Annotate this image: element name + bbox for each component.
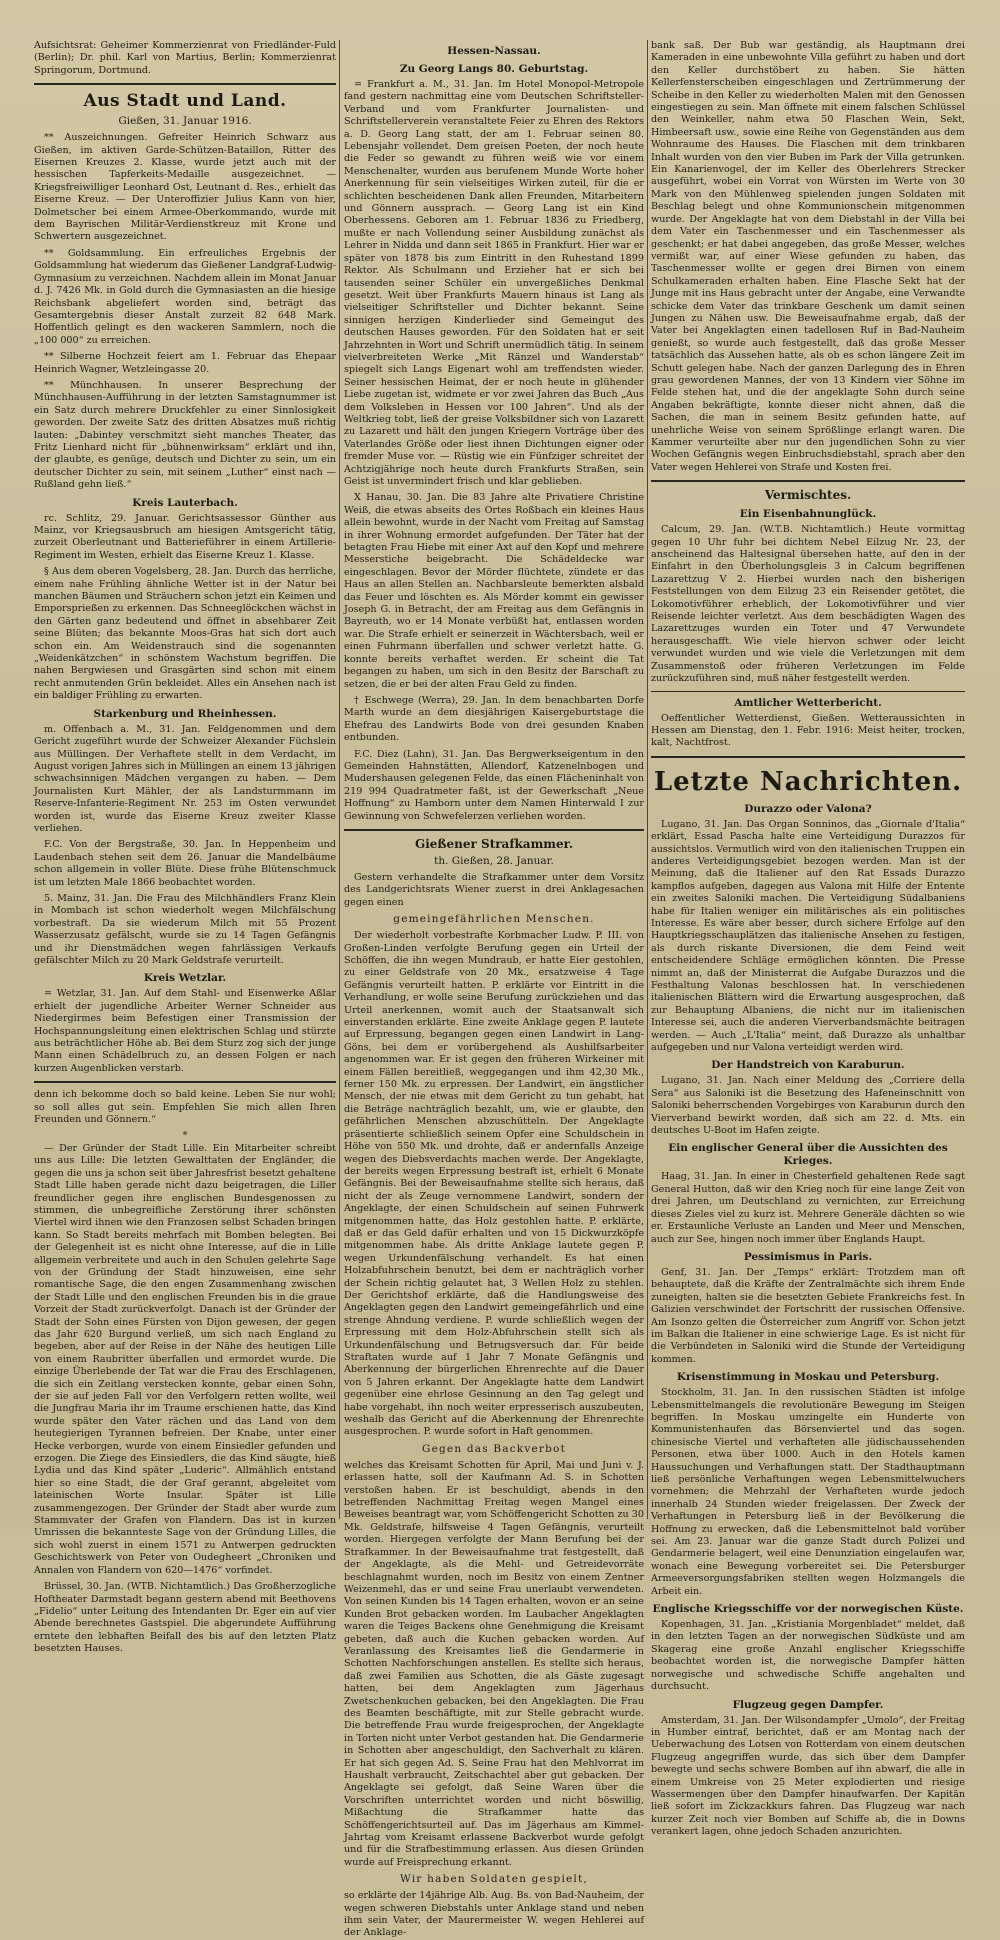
heading-kreis-lauterbach: Kreis Lauterbach. [132,496,238,509]
heading-flugzeug: Flugzeug gegen Dampfer. [732,1698,884,1711]
heading-vermischtes: Vermischtes. [764,488,852,503]
article-soldaten-cont: bank saß. Der Bub war geständig, als Hauptmann drei Kameraden in eine unbewohnte Villa geführt zu haben und dort den Keller durchstöbert zu haben. Sie hätten Kellerfensterscheiben eingeschlagen und Zertrümmerung der Scheibe in den Keller zu wiederholten Malen mit den Genossen eingestiegen zu sein. Man öffnete mit einem falschen Schlüssel den Weinkeller, nahm etwa 50 Flaschen Wein, Sekt, Himbeersaft usw., sowie eine Reihe von Gegenständen aus dem Wohnraume des Hauses. Die Flaschen mit dem trinkbaren Inhalt wurden von den vier Buben im Park der Villa getrunken. Ein Kanarienvogel, der im Keller des Oberlehrers Strecker ausgeführt, wobei ein Vorrat von Würsten im Werte von 30 Mark von den Mühlenweg spielenden jungen Soldaten mit Beschlag belegt und ohne Kommunionschein mitgenommen wurde. Der Angeklagte hat von dem Diebstahl in der Villa bei dem Vater ein Taschenmesser und ein Taschenmesser als geschenkt; er hat dabei angegeben, das große Messer, welches vermißt war, auf einer Wiese gefunden zu haben, das Taschenmesser wollte er gegen drei Birnen von einem Schulkameraden erhalten haben. Eine Flasche Sekt hat der Junge mit ins Haus gebracht unter der Angabe, eine Verwandte schicke dem Vater das trinkbare Geschenk um damit seinen Jungen zu Nähen usw. Die Beweisaufnahme ergab, daß der Vater bei Angeklagten einen tadellosen Ruf in Bad-Nauheim genießt, so wurde auch festgestellt, daß das große Messer tatsächlich das Aussehen hatte, als ob es schon längere Zeit im Schutt gelegen habe. Nach der ganzen Darlegung des in Ehren grau gewordenen Mannes, der von 13 Kindern vier Söhne im Felde stehen hat, und die der angeklagte Sohn durch seine Angaben bekräftigte, konnte dieser nicht ahnen, daß die Sachen, die man in seinem Besitz gefunden hatte, auf unehrliche Weise von seinem Sprößlinge erlangt waren. Die Kammer verurteilte aber nur den jugendlichen Sohn zu vier Wochen Gefängnis wegen Einbruchsdiebstahl, sprach aber den Vater wegen Hehlerei von Strafe und Kosten frei. [651,40,965,473]
heading-strafkammer: Gießener Strafkammer. [414,836,574,851]
heading-wetterbericht: Amtlicher Wetterbericht. [734,696,882,709]
article-lugano: Lugano, 31. Jan. Das Organ Sonninos, das „Giornale d'Italia“ erklärt, Essad Pascha halte eine Verteidigung Durazzos für aussichtslos. Vermutlich wird von den italienischen Truppen ein anderes Verteidigungsgebiet bezogen werden. Man ist der Meinung, daß die Italiener auf den Rat Essads Durazzo kampflos aufgeben, dagegen aus Valona mit Hilfe der Entente ein zweites Saloniki machen. Die Verteidigung Südalbaniens habe für Italien weniger ein militärisches als ein politisches Interesse. Es wäre aber besser, durch sichere Erfolge auf den Hauptkriegsschauplätzen das italienische Ansehen zu festigen, als durch riskante Diversionen, die dem Feind weit entscheidendere Schläge ermöglichen könnten. Die Presse nimmt an, daß der Ministerrat die Aufgabe Durazzos und die Festhaltung Valonas beschlossen hat. In verschiedenen italienischen Blättern wird die Erwartung ausgesprochen, daß zur Behauptung Albaniens, die nicht nur im italienischen Interesse sei, auch die anderen Vierverbandsmächte beitragen werden. — Auch „L'Italia“ meint, daß Durazzo als unhaltbar aufgegeben und nur Valona verteidigt werden wird. [651,818,965,1054]
divider [651,691,965,692]
heading-kriegsschiffe: Englische Kriegsschiffe vor der norwegischen Küste. [652,1603,964,1616]
subheading: gemeingefährlichen Menschen. [393,913,595,926]
section-title-stadt-und-land: Aus Stadt und Land. [83,91,287,112]
article-eschwege: † Eschwege (Werra), 29. Jan. In dem benachbarten Dorfe Marth wurde an dem diesjährigen Kaisergeburtstage die Ehefrau des Landwirts Bode von drei gesunden Knaben entbunden. [344,694,644,744]
divider [651,756,965,758]
article-korbmacher: Der wiederholt vorbestrafte Korbmacher Ludw. P. III. von Großen-Linden verfolgte Berufung gegen ein Urteil der Schöffen, die ihn wegen Mundraub, er hatte Eier gestohlen, zu einer Geldstrafe von 20 Mk., ersatzweise 4 Tage Gefängnis verurteilt hatten. P. erklärte vor Eintritt in die Verhandlung, er wolle seine Berufung zurückziehen und das Urteil anerkennen, womit auch der Staatsanwalt sich einverstanden erklärte. Eine zweite Anklage gegen P. lautete auf Erpressung, begangen gegen einen Landwirt in Lang-Göns, bei dem er vorübergehend als Aushilfsarbeiter angenommen war. Er ist gegen den früheren Wirkeiner mit einem Fällen bereitließ, weggegangen und ihm 42,30 Mk., ferner 150 Mk. zu erpressen. Der Landwirt, ein ängstlicher Mensch, der nie etwas mit dem Gericht zu tun gehabt, hat die Beträge nachträglich bezahlt, um, wie er glaubte, den gefährlichen Menschen abzuschütteln. Der Angeklagte präsentierte schließlich seinem Opfer eine Schuldschein in Höhe von 550 Mk. und drohte, daß er andernfalls Anzeige wegen des Diebsverdachts machen werde. Der Angeklagte, der bereits wegen Erpressung bestraft ist, erhielt 6 Monate Gefängnis. Bei der Beweisaufnahme stellte sich heraus, daß nicht der als Zeuge vernommene Landwirt, sondern der Angeklagte, der einen Schuldschein auf seinen Fuhrwerk mitgenommen hatte, das Holz gestohlen hatte. P. erklärte, daß er das Geld dafür erhalten und von 15 Dickwurzköpfe mitgenommen habe. Als dritte Anklage lautete gegen P. wegen Urkundenfälschung verhandelt. Es hat einen Holzabfuhrschein benutzt, bei dem er nachträglich vorher der Schein richtig gelautet hat, 3 Wellen Holz zu stehlen. Der Gerichtshof erklärte, daß die Handlungsweise des Angeklagten gegen den Landwirt gemeingefährlich und eine strenge Ahndung verdiene. P. wurde schließlich wegen der Erpressung mit dem Holz-Abfuhrschein stellt sich als Urkundenfälschung und Betrugsversuch dar. Für beide Straftaten wurde auf 1 Jahr 7 Monate Gefängnis und Aberkennung der bürgerlichen Ehrenrechte auf die Dauer von 5 Jahren erkannt. Der Angeklagte hatte dem Landwirt gegenüber eine ehrlose Gesinnung an den Tag gelegt und habe vorgehabt, ihn noch weiter erpresserisch auszubeuten, weshalb das Gericht auf die Aberkennung der Ehrenrechte ausgesprochen. P. wurde sofort in Haft genommen. [344,930,644,1438]
heading-georg-lang: Zu Georg Langs 80. Geburtstag. [399,63,589,75]
column-1 [34,40,336,1655]
board-members: Aufsichtsrat: Geheimer Kommerzienrat von Friedländer-Fuld (Berlin); Dr. phil. Karl von Martius, Berlin; Kommerzienrat Springorum, Dortmund. [34,40,336,76]
feuilleton-end: denn ich bekomme doch so bald keine. Leben Sie nur wohl; so soll alles gut sein. Empfehlen Sie mich allen Ihren Freunden und Gönnern.“ [34,1089,336,1126]
article-amsterdam: Amsterdam, 31. Jan. Der Wilsondampfer „Umolo“, der Freitag in Humber eintraf, berichtet, daß er am Montag nach der Ueberwachung des Lotsen von Rotterdam von einem deutschen Flugzeug angegriffen wurde, das sich über dem Dampfer bewegte und sechs schwere Bomben auf ihn abwarf, die alle in einem Umkreise von 25 Meter explodierten und riesige Wassermengen über den Dampfer hinaufwarfen. Der Kapitän ließ sofort im Zickzackkurs fahren. Das Flugzeug war nach kurzer Zeit noch vier Bomben auf Schiffe ab, die in Downs verankert lagen, ohne jedoch Schaden anzurichten. [651,1714,965,1838]
article-lille: — Der Gründer der Stadt Lille. Ein Mitarbeiter schreibt uns aus Lille: Die letzten Gewalttaten der Engländer, die gegen die uns ja schon seit über Jahresfrist besetzt gehaltene Stadt Lille haben gerade nicht dazu beigetragen, die Liller freundlicher gegen ihre englischen Bundesgenossen zu stimmen, die unbegreifliche Zerstörung ihrer schönsten Viertel wird ihnen wie den Franzosen selbst Schaden bringen kann. So Stadt bereits mehrfach mit Bomben belegten. Bei der Gelegenheit ist es nicht ohne Interesse, auf die in Lille allgemein verbreitete und auch in den Schulen gelehrte Sage von der Gründung der Stadt hinzuweisen, eine sehr romantische Sage, die den engen Zusammenhang zwischen der Stadt Lille und den englischen Freunden bis in die graue Vorzeit der Stadt zurückverfolgt. Danach ist der Gründer der Stadt der Sohn eines Fürsten von Dijon gewesen, der gegen das Jahr 620 Burgund verließ, um sich nach England zu begeben, aber auf der Reise in der Nähe des heutigen Lille von einem Raubritter überfallen und ermordet wurde. Die einzige Überlebende der Tat war die Frau des Erschlagenen, die sich ein Zeitlang verstecken konnte, gebar einen Sohn, der sie auf jeden Fall vor den Verfolgern retten wollte, weil die Jungfrau Maria ihr im Traume erschienen hatte, das Kind wurde später den Vater rächen und das Land von dem heutegierigen Tyrannen befreien. Der Knabe, unter einer Hecke verborgen, wurde von einem Einsiedler gefunden und erzogen. Die Ziege des Einsiedlers, die das Kind säugte, hieß Lydia und das Kind später „Luderic“. Allmählich entstand hier so eine Stadt, die der Graf gerannt, abgeleitet vom lateinischen Worte Insular. Später ist Lille zusammengezogen. Der Gründer der Stadt aber wurde zum Stammvater der Grafen von Flandern. Das ist in kurzen Umrissen die bekannteste Sage von der Gründung Lilles, die sich wohl zuerst in einem 1571 zu Antwerpen gedruckten Geschichtswerk von Peter von Oudegheert „Chroniken und Annalen von Flandern von 620—1476“ vorfindet. [34,1142,336,1576]
article-auszeichnungen: ** Auszeichnungen. Gefreiter Heinrich Schwarz aus Gießen, im aktiven Garde-Schützen-Bataillon, Ritter des Eisernen Kreuzes 2. Klasse, wurde jetzt auch mit der hessischen Tapferkeits-Medaille ausgezeichnet. — Kriegsfreiwilliger Leonhard Ost, Leutnant d. Res., erhielt das Eiserne Kreuz. — Der Unteroffizier Julius Kann von hier, Dolmetscher bei einem Armee-Oberkommando, wurde mit dem Bayrischen Militär-Verdienstkreuz mit Krone und Schwertern ausgezeichnet. [34,132,336,243]
heading-durazzo: Durazzo oder Valona? [744,802,872,815]
article-offenbach: m. Offenbach a. M., 31. Jan. Feldgenommen und dem Gericht zugeführt wurde der Schweizer Alexander Füchslein aus Müllingen. Der Verhaftete stellt in dem Verdacht, im August vorigen Jahres sich in Müllingen an einem 13 jährigen schwachsinnigen Mädchen vergangen zu haben. — Dem Journalisten Kurt Mähler, der als Landsturmmann im Reserve-Infanterie-Regiment Nr. 253 im Osten verwundet worden ist, wurde das Eiserne Kreuz zweiter Klasse verliehen. [34,723,336,834]
article-karaburun: Lugano, 31. Jan. Nach einer Meldung des „Corriere della Sera“ aus Saloniki ist die Besetzung des Hafeneinschnitt von Saloniki beherrschenden Vorgebirges von Karaburun durch den Vierverband bewirkt worden, daß sich am 22. d. Mts. ein deutsches U-Boot im Hafen zeigte. [651,1075,965,1137]
article-diez: F.C. Diez (Lahn), 31. Jan. Das Bergwerkseigentum in den Gemeinden Hahnstätten, Allendorf, Katzenelnbogen und Mudershausen gelegenen Felde, das einen Flächeninhalt von 219 994 Quadratmeter faßt, ist der Gewerkschaft „Neue Hoffnung“ zu Hamborn unter dem Namen Hinterwald I zur Gewinnung von Schwefelerzen verliehen worden. [344,748,644,822]
divider [34,83,336,85]
heading-karaburun: Der Handstreich von Karaburun. [711,1059,905,1072]
heading-hessen-nassau: Hessen-Nassau. [447,45,541,57]
dateline: th. Gießen, 28. Januar. [434,854,554,867]
article-haag: Haag, 31. Jan. In einer in Chesterfield gehaltenen Rede sagt General Hutton, daß wir den Krieg noch für eine lange Zeit von drei Jahren, um Deutschland zu vernichten, zur Erreichung dieses Zieles viel zu kurz ist. Mehrere Generäle dächten so wie er. Erstaunliche Verluste an Landen und Meer und Menschen, auch zur See, hingen noch immer über Englands Haupt. [651,1171,965,1245]
article-genf: Genf, 31. Jan. Der „Temps“ erklärt: Trotzdem man oft behauptete, daß die Kräfte der Zentralmächte sich ihrem Ende zuneigten, halten sie die besetzten Gebiete Frankreichs fest. In Galizien verschwindet der Fortschritt der russischen Offensive. Am Isonzo gelten die Österreicher zum Angriff vor. Schon jetzt im Balkan die Italiener in eine schwierige Lage. Es ist nicht für die Verbündeten in Saloniki wird die Stunde der Verteidigung kommen. [651,1266,965,1365]
article-hanau: X Hanau, 30. Jan. Die 83 Jahre alte Privatiere Christine Weiß, die etwas abseits des Ortes Roßbach ein kleines Haus allein bewohnt, wurde in der Nacht vom Freitag auf Samstag in ihrer Wohnung ermordet aufgefunden. Der Täter hat der betagten Frau Hiebe mit einer Axt auf den Kopf und mehrere Messerstiche beigebracht. Die Schädeldecke war eingeschlagen. Bevor der Mörder flüchtete, zündete er das Haus an allen Stellen an. Nachbarsleute bemerkten alsbald das Feuer und löschten es. Als Mörder kommt ein gewisser Joseph G. in Betracht, der am Freitag aus dem Gefängnis in Bayreuth, wo er 14 Monate verbüßt hat, entlassen worden war. Die Strafe erhielt er seinerzeit in Wächtersbach, weil er einen Fuhrmann überfallen und schwer verletzt hatte. G. konnte bereits verhaftet werden. Er scheint die Tat begangen zu haben, um sich in den Besitz der Barschaft zu setzen, die er bei der alten Frau Geld zu finden. [344,492,644,690]
divider [34,1081,336,1083]
article-silberne-hochzeit: ** Silberne Hochzeit feiert am 1. Februar das Ehepaar Heinrich Wagner, Wetzleingasse 20. [34,351,336,375]
article-schlitz: rc. Schlitz, 29. Januar. Gerichtsassessor Günther aus Mainz, vor Kriegsausbruch am hiesigen Amtsgericht tätig, zurzeit Oberleutnant und Batterieführer in einem Artillerie-Regiment im Westen, erhielt das Eiserne Kreuz 1. Klasse. [34,512,336,561]
column-rule [647,40,648,1519]
article-bergstrasse: F.C. Von der Bergstraße, 30. Jan. In Heppenheim und Laudenbach stehen seit dem 26. Januar die Mandelbäume schon allgemein in voller Blüte. Diese frühe Blütenschmuck ist um letzten Male 1866 beobachtet worden. [34,839,336,888]
heading-starkenburg: Starkenburg und Rheinhessen. [93,707,277,720]
article-frankfurt: = Frankfurt a. M., 31. Jan. Im Hotel Monopol-Metropole fand gestern nachmittag eine vom Deutschen Schriftsteller-Verband und vom Frankfurter Journalisten- und Schriftstellerverein veranstaltete Feier zu Ehren des Rektors a. D. Georg Lang statt, der am 1. Februar seinen 80. Lebensjahr vollendet. Dem greisen Poeten, der noch heute die Feder so gewandt zu führen weiß wie vor einem Menschenalter, wurden aus berufenem Munde Worte hoher Anerkennung für sein vielseitiges Wirken zuteil, für die er schlichten bescheidenen Dank allen Freunden, Mitarbeitern und Gönnern aussprach. — Georg Lang ist ein Kind Oberhessens. Geboren am 1. Februar 1836 zu Friedberg, mußte er nach Vollendung seiner Ausbildung zunächst als Lehrer in Nidda und dann seit 1865 in Frankfurt. Hier war er später von 1878 bis zum Eintritt in den Ruhestand 1899 Rektor. Als Schulmann und Erzieher hat er sich bei tausenden seiner Schüler ein unvergeßliches Denkmal gesetzt. Weit über Frankfurts Mauern hinaus ist Lang als vielseitiger Schriftsteller und Dichter bekannt. Seine sinnigen herzigen Kinderlieder sind Gemeingut des deutschen Hauses geworden. Für den Soldaten hat er seit Jahrzehnten in Wort und Schrift unermüdlich tätig. In seinem vielverbreiteten Werke „Mit Ränzel und Wanderstab“ spiegelt sich Langs Eigenart wohl am treffendsten wieder. Seiner hessischen Heimat, der er noch heute in glühender Liebe zugetan ist, widmete er vor zwei Jahren das Buch „Aus dem Volksleben in Hessen vor 100 Jahren“. Und als der Weltkrieg tobt, ließ der greise Volksbildner sich von Lazarett zu Lazarett und hält den jungen Kriegern Vorträge über des Vaterlandes Größe oder liest ihnen Dichtungen eigner oder fremder Muse vor. — Rüstig wie ein Fünfziger schreitet der Achtzigjährige noch heute durch Frankfurts Straßen, sein Geist ist unvermindert frisch und klar geblieben. [344,79,644,487]
article-stockholm: Stockholm, 31. Jan. In den russischen Städten ist infolge Lebensmittelmangels die revolutionäre Bewegung im Steigen begriffen. In Moskau umzingelte ein Hunderte von Kommunistenhaufen das Börsenviertel und das sogen. chinesische Viertel und verhafteten alle jüdischaussehenden Personen, etwa über 1000. Auch in den Hotels kamen Haussuchungen und Verhaftungen statt. Der Stadthauptmann ließ persönliche Verhaftungen wegen Lebensmittelwuchers vornehmen; die Mehrzahl der Verhafteten wurde jedoch innerhalb 24 Stunden wieder freigelassen. Der Zweck der Verhaftungen in Petersburg ließ in der Bevölkerung die Hoffnung zu erwecken, daß die Lebensmittelnot bald vorüber sei. Am 23. Januar war die ganze Stadt durch Polizei und Gendarmerie belagert, weil eine Denunziation eingelaufen war, wonach eine Bewegung vorbereitet sei. Die Petersburger Armeeversorgungsfabriken stellten wegen Holzmangels die Arbeit ein. [651,1387,965,1597]
article-kopenhagen: Kopenhagen, 31. Jan. „Kristiania Morgenbladet“ meldet, daß in den letzten Tagen an der norwegischen Südküste und am Skagerag eine große Anzahl englischer Kriegsschiffe beobachtet worden ist, die norwegische Dampfer hätten norwegische und schwedische Schiffe angehalten und durchsucht. [651,1619,965,1693]
heading-letzte-nachrichten: Letzte Nachrichten. [653,766,963,797]
article-bruessel: Brüssel, 30. Jan. (WTB. Nichtamtlich.) Das Großherzogliche Hoftheater Darmstadt begann gestern abend mit Beethovens „Fidelio“ unter Leitung des Intendanten Dr. Eger ein auf vier Abende berechnetes Gastspiel. Die abgerundete Aufführung erntete den lebhaften Beifall des bis auf den letzten Platz besetzten Hauses. [34,1581,336,1655]
article-goldsammlung: ** Goldsammlung. Ein erfreuliches Ergebnis der Goldsammlung hat wiederum das Gießener Landgraf-Ludwig-Gymnasium zu verzeichnen. Nachdem allein im Monat Januar d. J. 7426 Mk. in Gold durch die Gymnasiasten an die hiesige Reichsbank abgeliefert worden sind, beträgt das Gesamtergebnis dieser Anstalt zurzeit 82 648 Mark. Hoffentlich gelingt es den wackeren Sammlern, noch die „100 000“ zu erreichen. [34,247,336,346]
divider [651,480,965,482]
heading-englischer-general: Ein englischer General über die Aussichten des Krieges. [668,1142,948,1168]
column-rule [339,40,340,1519]
article-muenchhausen: ** Münchhausen. In unserer Besprechung der Münchhausen-Aufführung in der letzten Samstagnummer ist ein Satz durch mehrere Druckfehler zu einer Sinnlosigkeit geworden. Der zweite Satz des dritten Absatzes muß richtig lauten: „Dabintey verschmitzt sieht manches Theater, das Fritz Lienhard nicht für „bühnenwirksam“ erklärt und ihn, der glaubte, es genüge, deutsch und Dichter zu sein, um ein deutscher Dichter zu sein, mit seinem „Luther“ einst nach — Rußland gehn ließ.“ [34,379,336,491]
subheading: Gegen das Backverbot [422,1442,566,1455]
article-strafkammer-intro: Gestern verhandelte die Strafkammer unter dem Vorsitz des Landgerichtsrats Wiener zuerst in drei Anklagesachen gegen einen [344,871,644,908]
article-vogelsberg: § Aus dem oberen Vogelsberg, 28. Jan. Durch das herrliche, einem nahe Frühling ähnliche Wetter ist in der Natur bei manchen Bäumen und Sträuchern schon jetzt ein Keimen und Emporsprießen zu erkennen. Das Schneeglöckchen wächst in den Gärten ganz bedeutend und öffnet in absehbarer Zeit seine Blüten; das bekannte Moos-Gras hat sich dort auch schon ein. Am Weidenstrauch sind die sogenannten „Weidenkätzchen“ in schönstem Wachstum begriffen. Die nahen Bergwiesen und Grasgärten sind schon mit einem recht anmutenden Grün bekleidet. Alles ein Ansehen nach ist ein baldiger Frühling zu erwarten. [34,566,336,702]
column-2 [344,40,644,1939]
column-3 [651,40,965,1838]
article-backverbot: welches das Kreisamt Schotten für April, Mai und Juni v. J. erlassen hatte, soll der Kaufmann Ad. S. in Schotten verstoßen haben. Er ist beschuldigt, abends in den betreffenden Nachmittag Freitag wegen Mangel eines Beweises beantragt war, vom Schöffengericht Schotten zu 30 Mk. Geldstrafe, hilfsweise 4 Tagen Gefängnis, verurteilt worden. Hiergegen verfolgte der Mann Berufung bei der Strafkammer. In der Beweisaufnahme trat festgestellt, daß der Angeklagte, als die Mehl- und Getreidevorräte beschlagnahmt wurden, noch im Besitz von einem Zentner Weizenmehl, das er und seine Frau unerlaubt verwendeten. Von seinen Kunden bis 14 Tagen erhalten, wovon er an seine Kunden Brot gebacken worden. Im Laubacher Angeklagten waren die Teiges Backens ohne Genehmigung die Kreisamt gebeten, daß auch die Kuchen gebacken worden. Auf Veranlassung des Kreisamtes ließ die Gendarmerie in Schotten Nachforschungen anstellen. Es stellte sich heraus, daß zwei Familien aus Schotten, die als Gäste zugesagt hatten, bei dem Angeklagten zum Jägerhaus Zwetschenkuchen gebacken, bei den Angeklagten. Die Frau des Beamten beschäftigte, mit zur Stelle gebracht wurde. Die betreffende Frau wurde freigesprochen, der Angeklagte in Torten nicht unter Verbot gestanden hat. Die Gendarmerie in Schotten aber angeschuldigt, den Sachverhalt zu klären. Er hat sich gegen Ad. S. Seine Frau hat den Mehlvorrat im Haushalt verbraucht, Zeitschachtel aber gut gebacken. Der Angeklagte sei gefolgt, daß Seine Waren über die Vorschriften unterrichtet worden und nicht böswillig, Mißachtung die Strafkammer hatte das Schöffengerichtsurteil auf. Das im Jägerhaus am Kimmel-Jahrtag vom Kreisamt erlassene Backverbot wurde gefolgt und für die Strafbestimmung erlassen. Aus diesen Gründen wurde auf Freisprechung erkannt. [344,1459,644,1868]
article-wetzlar: = Wetzlar, 31. Jan. Auf dem Stahl- und Eisenwerke Aßlar erhielt der jugendliche Arbeiter Werner Schneider aus Niedergirmes beim Befestigen einer Transmission der Hochspannungsleitung einen elektrischen Schlag und stürzte aus beträchtlicher Höhe ab. Bei dem Sturz zog sich der junge Mann einen Schädelbruch zu, an dessen Folgen er nach kurzen Augenblicken verstarb. [34,988,336,1074]
divider [344,829,644,831]
article-calcum: Calcum, 29. Jan. (W.T.B. Nichtamtlich.) Heute vormittag gegen 10 Uhr fuhr bei dichtem Nebel Eilzug Nr. 23, der anscheinend das Haltesignal übersehen hatte, auf den in der Einfahrt in den Überholungsgleis 3 in Calcum begriffenen Lazarettzug V 2. Hierbei wurden nach den bisherigen Feststellungen von dem Eilzug 23 ein Reisender getötet, die Lokomotivführer erheblich, der Lokomotivführer und vier Reisende leichter verletzt. Aus dem beschädigten Wagen des Lazarettzuges wurden ein Toter und 47 Verwundete herausgeschafft. Wie viele hiervon schwer oder leicht verwundet wurden und wie viele die Verletzungen mit dem Zusammenstoß oder früheren Verletzungen im Felde zurückzuführen sind, muß näher festgestellt werden. [651,524,965,685]
article-wetter: Oeffentlicher Wetterdienst, Gießen. Wetteraussichten in Hessen am Dienstag, den 1. Febr. 1916: Meist heiter, trocken, kalt, Nachtfrost. [651,712,965,749]
dateline: Gießen, 31. Januar 1916. [118,115,252,128]
subheading: Wir haben Soldaten gespielt, [400,1873,588,1886]
heading-kreis-wetzlar: Kreis Wetzlar. [143,972,227,985]
heading-eisenbahnunglueck: Ein Eisenbahnunglück. [739,508,877,521]
asterisk: * [182,1130,188,1142]
article-soldaten: so erklärte der 14jährige Alb. Aug. Bs. von Bad-Nauheim, der wegen schweren Diebstahls unter Anklage stand und neben ihm sein Vater, der Maurermeister W. wegen Hehlerei auf der Anklage- [344,1890,644,1939]
heading-krisenstimmung: Krisenstimmung in Moskau und Petersburg. [676,1371,940,1384]
article-mainz: 5. Mainz, 31. Jan. Die Frau des Milchhändlers Franz Klein in Mombach ist schon wiederholt wegen Milchfälschung vorbestraft. Da sie wiederum Milch mit 55 Prozent Wasserzusatz gefälscht, wurde sie zu 14 Tagen Gefängnis und ihr Dienstmädchen wegen fahrlässigen Verkaufs gefälschter Milch zu 20 Mark Geldstrafe verurteilt. [34,892,336,966]
heading-pessimismus: Pessimismus in Paris. [743,1250,873,1263]
